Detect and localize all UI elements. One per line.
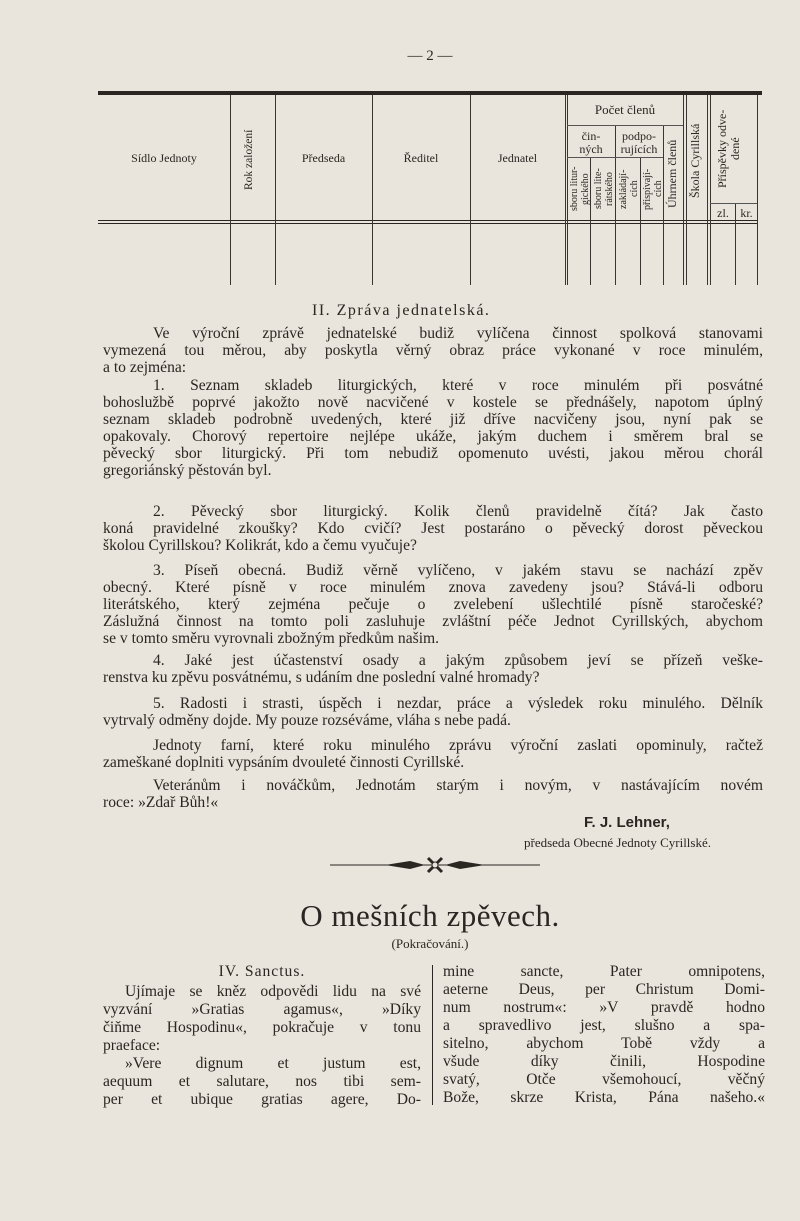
header-pocet-clenu: Počet členů xyxy=(594,102,656,117)
col-divider xyxy=(683,95,684,285)
column-divider xyxy=(432,965,433,1105)
header-skola: Škola Cyrillská xyxy=(688,123,702,199)
col-divider xyxy=(275,95,276,285)
text-line: čiňme Hospodinu«, pokračuje v tonu xyxy=(103,1019,421,1036)
text-line: bohoslužbě poprvé jakožto nově nacvičené v kostele se přednášely, napotom úplný xyxy=(103,394,763,411)
text-line: Jednoty farní, které roku minulého zprávu výroční zaslati opominuly, račtež xyxy=(153,737,763,754)
text-line: a to zejména: xyxy=(103,359,187,376)
text-line: všude díky činili, Hospodine xyxy=(443,1053,765,1070)
text-line: renstva ku zpěvu posvátnému, s udáním dne poslední valné hromady? xyxy=(103,669,540,686)
text-line: aeterne Deus, per Christum Domi- xyxy=(443,981,765,998)
text-line: zameškané doplniti vypsáním dvouleté činnosti Cyrillské. xyxy=(103,754,465,771)
text-line: roce: »Zdař Bůh!« xyxy=(103,794,219,811)
header-rule-2 xyxy=(98,223,758,224)
text-line: Ve výroční zprávě jednatelské budiž vylíčena činnost spolková stanovami xyxy=(153,325,763,342)
text-line: vytrvalý odměny dojde. My pouze rozséváme, vláha s nebe padá. xyxy=(103,712,511,729)
col-divider xyxy=(372,95,373,285)
header-sboru-literatskeho: sboru lite- rátského xyxy=(593,168,615,210)
header-rok: Rok založení xyxy=(243,129,255,191)
header-sidlo: Sídlo Jednoty xyxy=(131,151,197,165)
paragraph xyxy=(103,777,763,811)
text-line: 5. Radosti i strasti, úspěch i nezdar, práce a výsledek roku minulého. Dělník xyxy=(153,695,763,712)
article-subtitle: (Pokračování.) xyxy=(391,936,469,951)
header-cinnych: čin- ných xyxy=(579,129,603,156)
header-kr: kr. xyxy=(740,206,753,220)
text-line: svatý, Otče všemohoucí, věčný xyxy=(443,1071,765,1088)
text-line: sitelno, abychom Tobě vždy a xyxy=(443,1035,765,1052)
paragraph xyxy=(103,562,763,647)
ornament-divider xyxy=(330,855,540,875)
text-line: a spravedlivo jest, slušno a spa- xyxy=(443,1017,765,1034)
text-line: IV. Sanctus. xyxy=(218,963,306,980)
text-line: Záslužná činnost na tomto poli zasluhuje zvláštní péče Jednot Cyrillských, abychom xyxy=(103,613,763,630)
text-line: Ujímaje se kněz odpovědi lidu na své xyxy=(125,983,421,1000)
header-rule xyxy=(98,220,758,221)
col-divider xyxy=(567,95,568,285)
col-divider xyxy=(757,95,758,285)
subheader-rule xyxy=(710,203,757,204)
text-line: Bože, skrze Krista, Pána našeho.« xyxy=(443,1089,765,1106)
subheader-rule xyxy=(567,125,683,126)
header-jednatel: Jednatel xyxy=(497,151,538,165)
paragraph xyxy=(103,695,763,729)
header-podporujicich: podpo- rujících xyxy=(620,129,658,156)
section-heading: II. Zpráva jednatelská. xyxy=(312,302,491,319)
text-line: 2. Pěvecký sbor liturgický. Kolik členů pravidelně čítá? Jak často xyxy=(153,503,763,520)
col-divider xyxy=(565,95,566,285)
col-divider xyxy=(707,95,708,285)
text-line: num nostrum«: »V pravdě hodno xyxy=(443,999,765,1016)
signature-role: předseda Obecné Jednoty Cyrillské. xyxy=(524,835,712,850)
page-number: — 2 — xyxy=(407,48,453,64)
text-line: koná pravidelné zkoušky? Kdo cvičí? Jest postaráno o pěvecký dorost pěveckou xyxy=(103,520,763,537)
text-line: praeface: xyxy=(103,1037,161,1054)
header-uhrnem: Úhrnem členů xyxy=(665,139,679,209)
paragraph xyxy=(103,737,763,771)
text-line: 3. Píseň obecná. Budiž věrně vylíčeno, v jakém stavu se nachází zpěv xyxy=(153,562,763,579)
text-line: vyzvání »Gratias agamus«, »Díky xyxy=(103,1001,421,1018)
text-line: školou Cyrillskou? Kolikrát, kdo a čemu vyučuje? xyxy=(103,537,417,554)
text-line: gregoriánský pěstován byl. xyxy=(103,462,272,479)
text-line: mine sancte, Pater omnipotens, xyxy=(443,963,765,980)
article-left-column xyxy=(103,962,421,1108)
col-divider xyxy=(640,157,641,285)
col-divider xyxy=(470,95,471,285)
text-line: seznam skladeb podrobně uvedených, které již dříve nacvičeny jsou, nyní pak se xyxy=(103,411,763,428)
text-line: per et ubique gratias agere, Do- xyxy=(103,1091,421,1108)
article-right-column xyxy=(443,962,765,1106)
header-zl: zl. xyxy=(717,206,729,220)
text-line: pěvecký sbor liturgický. Při tom nebudiž opomenuto uvésti, jakou měrou chorál xyxy=(103,445,763,462)
paragraph xyxy=(103,377,763,479)
signature-name: F. J. Lehner, xyxy=(584,814,670,831)
text-line: obecný. Které písně v roce minulém znova zavedeny jsou? Stává-li odboru xyxy=(103,579,763,596)
article-title: O mešních zpěvech. xyxy=(300,898,560,933)
paragraph xyxy=(103,325,763,376)
text-line: 4. Jaké jest účastenství osady a jakým způsobem jeví se přízeň veške- xyxy=(153,652,763,669)
text-line: opakovaly. Chorový repertoire nejlépe ukáže, jakým duchem i směrem bral se xyxy=(103,428,763,445)
paragraph xyxy=(103,652,763,686)
text-line: Veteránům i nováčkům, Jednotám starým i novým, v nastávajícím novém xyxy=(153,777,763,794)
header-prispivajicich: přispívají- cích xyxy=(642,168,664,210)
col-divider xyxy=(710,95,711,285)
text-line: »Vere dignum et justum est, xyxy=(125,1055,421,1072)
col-divider xyxy=(686,95,687,285)
text-line: literátského, který zejména pečuje o zvelebení ušlechtilé písně staročeské? xyxy=(103,596,763,613)
text-line: 1. Seznam skladeb liturgických, které v roce minulém při posvátné xyxy=(153,377,763,394)
header-sboru-liturgickeho: sboru litur- gického xyxy=(569,166,591,212)
paragraph xyxy=(103,503,763,554)
header-predseda: Předseda xyxy=(301,151,346,165)
col-divider xyxy=(230,95,231,285)
header-zakladajicich: zakládají- cích xyxy=(618,169,640,209)
header-prispevky: Příspěvky odve- dené xyxy=(715,109,742,189)
text-line: se v tomto směru vyrovnali zbožným předkům našim. xyxy=(103,630,440,647)
col-divider xyxy=(663,125,664,285)
text-line: aequum et salutare, nos tibi sem- xyxy=(103,1073,421,1090)
subheader-rule xyxy=(567,157,663,158)
text-line: vymezená tou měrou, aby poskytla věrný obraz práce vykonané v roce minulém, xyxy=(103,342,763,359)
header-reditel: Ředitel xyxy=(403,151,439,165)
table-top-rule xyxy=(98,91,762,95)
